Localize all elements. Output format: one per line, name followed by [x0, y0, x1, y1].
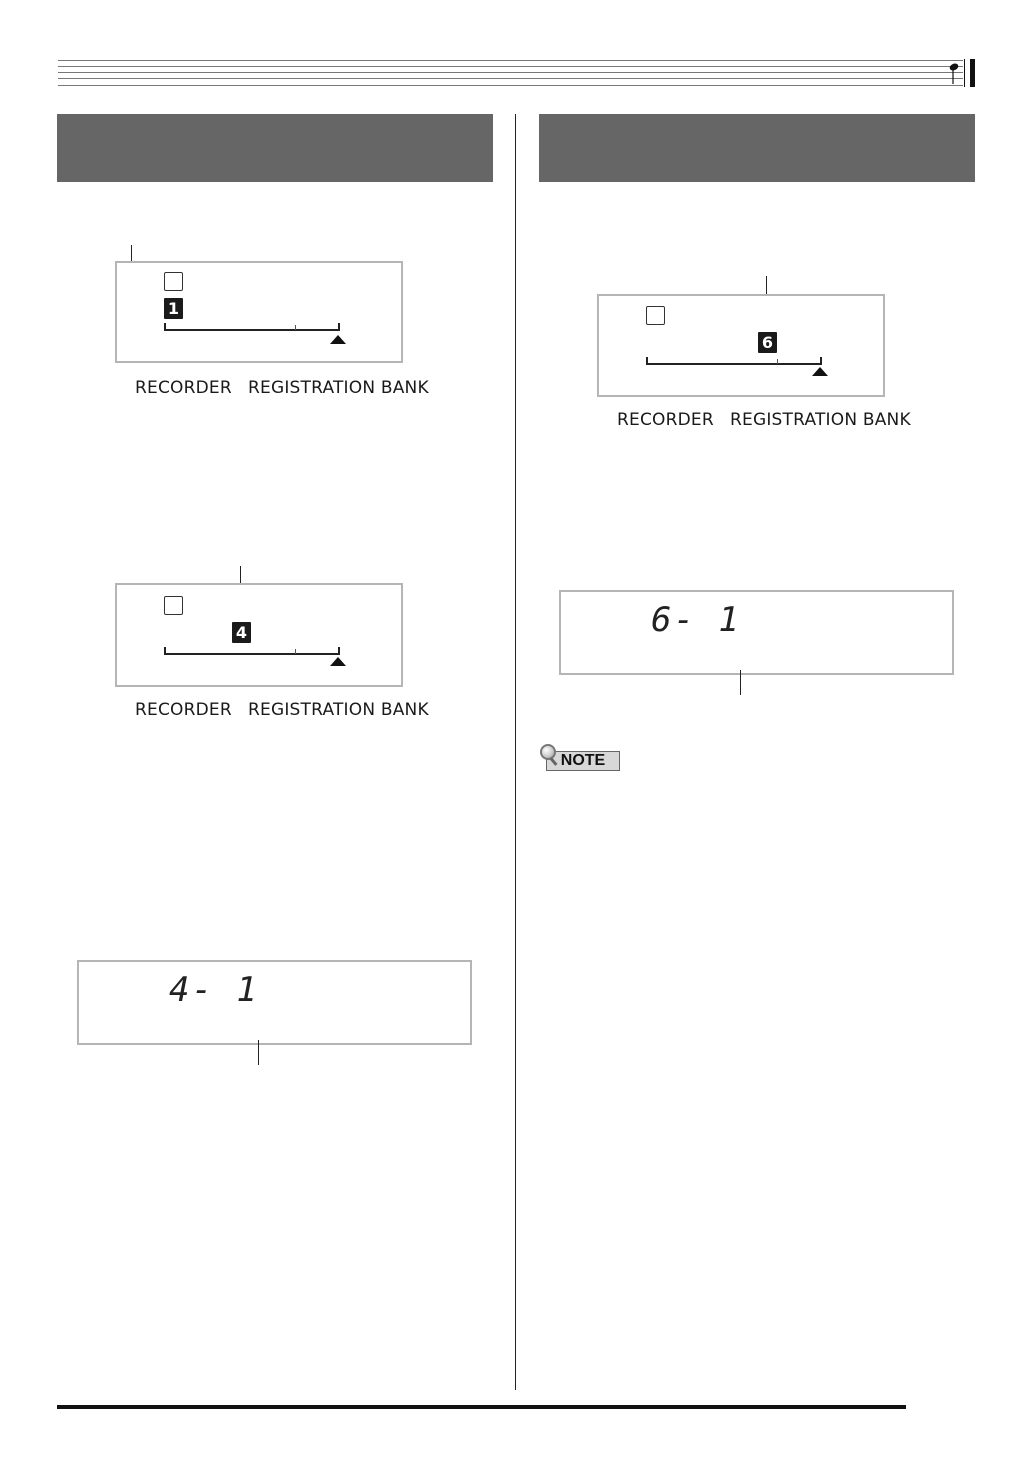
staff-end-bar	[970, 59, 975, 87]
lcd-progress-bar	[646, 363, 822, 365]
lcd-indicator-square	[164, 596, 183, 615]
callout-leader-line	[740, 670, 741, 695]
lcd-progress-bar	[164, 329, 340, 331]
lcd-bar-tick	[820, 357, 822, 365]
lcd-indicator-square	[164, 272, 183, 291]
registration-bank-label: REGISTRATION BANK	[730, 410, 911, 430]
lcd-display	[115, 261, 403, 363]
lcd-display	[597, 294, 885, 397]
lcd-indicator-square	[646, 306, 665, 325]
note-magnifier-icon	[540, 744, 556, 760]
section-header-right	[539, 114, 975, 182]
lcd-pointer-triangle	[330, 335, 346, 344]
staff-line	[58, 60, 963, 61]
bank-number-badge: 6	[758, 332, 777, 353]
staff-line	[58, 72, 963, 73]
staff-end-thin-bar	[964, 59, 965, 87]
callout-leader-line	[258, 1040, 259, 1065]
lcd-bar-tick	[338, 647, 340, 655]
segment-readout: 4- 1	[169, 970, 259, 1010]
lcd-bar-tick	[295, 325, 296, 330]
segment-lcd-display	[559, 590, 954, 675]
lcd-bar-tick	[295, 649, 296, 654]
registration-bank-label: REGISTRATION BANK	[248, 378, 429, 398]
recorder-label: RECORDER	[135, 378, 232, 398]
footer-rule	[57, 1405, 906, 1409]
recorder-label: RECORDER	[617, 410, 714, 430]
bank-number-badge: 1	[164, 298, 183, 319]
staff-line	[58, 78, 963, 79]
staff-line	[58, 66, 963, 67]
segment-lcd-display	[77, 960, 472, 1045]
lcd-bar-tick	[777, 359, 778, 364]
lcd-progress-bar	[164, 653, 340, 655]
column-divider	[515, 114, 516, 1390]
registration-bank-label: REGISTRATION BANK	[248, 700, 429, 720]
recorder-label: RECORDER	[135, 700, 232, 720]
lcd-bar-tick	[338, 323, 340, 331]
bank-number-badge: 4	[232, 622, 251, 643]
lcd-pointer-triangle	[812, 367, 828, 376]
music-note-icon	[948, 58, 964, 86]
section-header-left	[57, 114, 493, 182]
staff-line	[58, 85, 963, 86]
lcd-pointer-triangle	[330, 657, 346, 666]
lcd-display	[115, 583, 403, 687]
note-label: NOTE	[546, 751, 620, 771]
segment-readout: 6- 1	[651, 600, 741, 640]
